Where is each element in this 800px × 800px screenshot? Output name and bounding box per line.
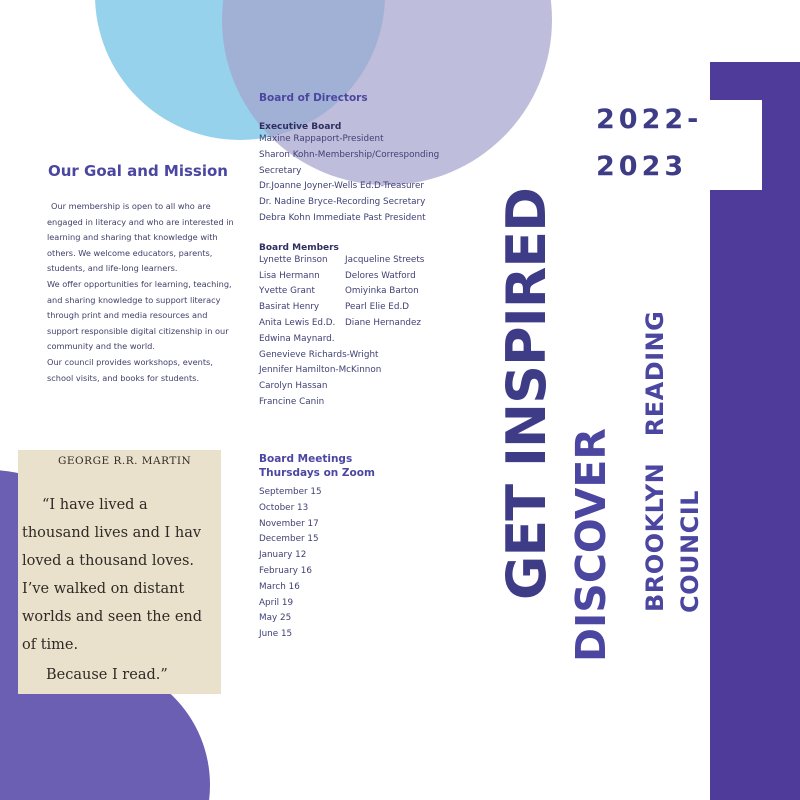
board-member: Edwina Maynard. [259, 333, 335, 344]
quote-author: GEORGE R.R. MARTIN [58, 455, 192, 467]
board-member: Carolyn Hassan [259, 381, 328, 392]
meetings-section [259, 453, 375, 643]
year-line: 2023 [596, 151, 688, 182]
quote-line: thousand lives and I hav [22, 525, 202, 541]
meeting-date: February 16 [259, 565, 312, 576]
board-member: Francine Canin [259, 396, 325, 407]
meetings-title: Board Meetings [259, 453, 353, 465]
meeting-date: December 15 [259, 534, 319, 545]
meeting-dates-list [259, 485, 375, 643]
meeting-date: May 25 [259, 613, 292, 624]
year-line: 2022- [596, 104, 703, 135]
quote-line: I’ve walked on distant [22, 581, 185, 597]
meeting-date: January 12 [259, 550, 307, 561]
board-member: Basirat Henry [259, 302, 320, 313]
executive-member: Sharon Kohn-Membership/Corresponding [259, 149, 440, 160]
board-member-row [259, 269, 439, 285]
board-member: Genevieve Richards-Wright [259, 349, 379, 360]
mission-paragraph: Our council provides workshops, events, school visits, and books for students. [47, 356, 213, 383]
board-member: Anita Lewis Ed.D. [259, 317, 336, 328]
board-member: Lisa Hermann [259, 270, 320, 281]
executive-member: Dr. Nadine Bryce-Recording Secretary [259, 197, 426, 208]
executive-member: Maxine Rappaport-President [259, 134, 384, 144]
board-member: Omiyinka Barton [345, 286, 419, 297]
executive-member: Debra Kohn Immediate Past President [259, 212, 426, 223]
cover-headline: GET INSPIRED [495, 188, 558, 600]
mission-title: Our Goal and Mission [48, 162, 228, 180]
board-member: Delores Watford [345, 270, 416, 281]
year-range [596, 96, 702, 190]
quote-line: loved a thousand loves. [22, 553, 195, 569]
quote-line: “I have lived a [42, 497, 148, 513]
board-member-row [259, 284, 439, 300]
board-member-row [259, 316, 439, 332]
right-bar-notch [710, 100, 762, 190]
executive-member: Dr.Joanne Joyner-Wells Ed.D-Treasurer [259, 181, 425, 192]
quote-image [18, 450, 221, 694]
meeting-date: September 15 [259, 487, 322, 497]
org-name-line2: COUNCIL [676, 490, 704, 613]
mission-paragraph: We offer opportunities for learning, teaching, and sharing knowledge to support literacy through print and media resources and support responsible digital citizenship in our community and the world. [47, 278, 232, 352]
board-member: Lynette Brinson [259, 254, 328, 265]
meeting-date: June 15 [259, 629, 293, 640]
board-member: Jennifer Hamilton-McKinnon [259, 365, 382, 376]
board-member: Jacqueline Streets [345, 254, 425, 265]
meetings-subtitle: Thursdays on Zoom [259, 467, 375, 479]
meeting-date: March 16 [259, 581, 300, 592]
meeting-date: November 17 [259, 518, 319, 529]
meeting-date: April 19 [259, 597, 294, 608]
board-member: Diane Hernandez [345, 317, 422, 328]
cover-subhead: DISCOVER [567, 428, 615, 662]
org-name-line1: BROOKLYN READING [641, 310, 669, 612]
board-member: Pearl Elie Ed.D [345, 302, 410, 313]
board-members-heading: Board Members [259, 242, 339, 253]
executive-board-heading: Executive Board [259, 122, 342, 132]
executive-list [259, 132, 439, 227]
executive-member: Secretary [259, 165, 302, 176]
quote-line: of time. [22, 637, 79, 653]
board-title: Board of Directors [259, 92, 368, 104]
quote-line: Because I read.” [46, 667, 168, 683]
mission-text [47, 199, 237, 386]
quote-line: worlds and seen the end [22, 609, 203, 625]
board-member-row [259, 253, 439, 269]
board-members-list [259, 253, 439, 411]
board-member-row [259, 300, 439, 316]
meeting-date: October 13 [259, 502, 309, 513]
board-member: Yvette Grant [259, 286, 315, 297]
mission-paragraph: Our membership is open to all who are engaged in literacy and who are interested in learning and sharing that knowledge with others. We welcome educators, parents, students, and life-long learners. [47, 201, 234, 274]
board-section [259, 92, 439, 411]
